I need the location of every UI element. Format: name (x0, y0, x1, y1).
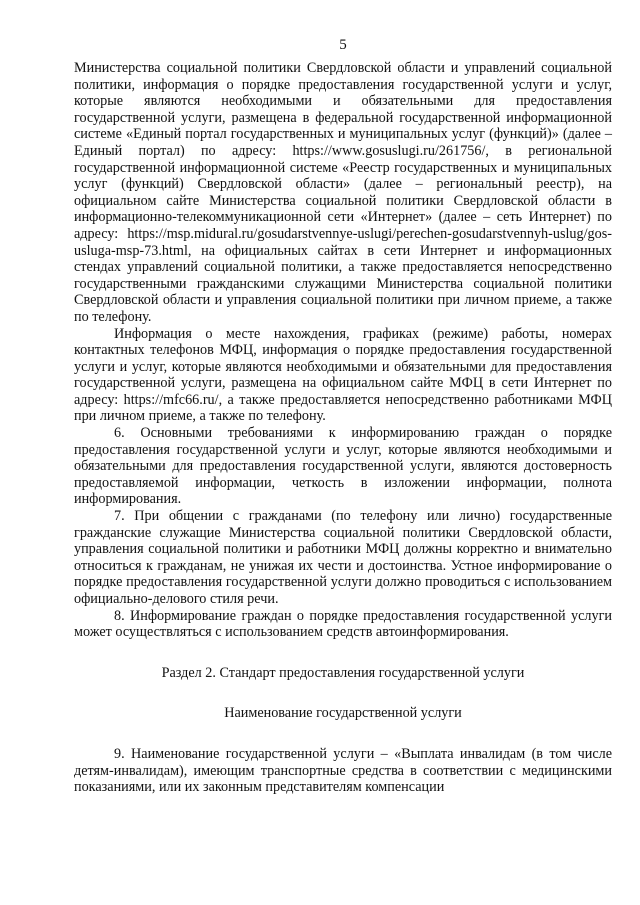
subsection-title: Наименование государственной услуги (224, 705, 462, 722)
paragraph-item-6: 6. Основными требованиями к информированию граждан о порядке предоставления государственной услуги и услуг, которые являются необходимыми и обязательными для предоставления государственной услуги, являются достоверность предоставляемой информации, четкость в изложении информации, полнота информирования. (74, 425, 612, 508)
paragraph-item-9: 9. Наименование государственной услуги – «Выплата инвалидам (в том числе детям-инвалидам), имеющим транспортные средства в соответствии с медицинскими показаниями, или их законным представителям компенсации (74, 745, 612, 796)
document-page (74, 36, 612, 796)
paragraph-item-7: 7. При общении с гражданами (по телефону или лично) государственные гражданские служащие Министерства социальной политики Свердловской области, управления социальной политики и работники МФЦ должны корректно и внимательно относиться к гражданам, не унижая их чести и достоинства. Устное информирование о порядке предоставления государственной услуги должно проводиться с использованием официально-делового стиля речи. (74, 508, 612, 607)
paragraph-information-ministry: Министерства социальной политики Свердловской области и управлений социальной политики, информация о порядке предоставления государственной услуги и услуг, которые являются необходимыми и обязательными для предоставления государственной услуги, размещена в федеральной государственной информационной системе «Единый портал государственных и муниципальных услуг (функций)» (далее – Единый портал) по адресу: https://www.gosuslugi.ru/261756/, в региональной государственной информационной системе «Реестр государственных и муниципальных услуг (функций) Свердловской области» (далее – региональный реестр), на официальном сайте Министерства социальной политики Свердловской области в информационно-телекоммуникационной сети «Интернет» (далее – сеть Интернет) по адресу: https://msp.midural.ru/gosudarstvennye-uslugi/perechen-gosudarstvennyh-uslug/gos-usluga-msp-73.html, на официальных сайтах в сети Интернет и информационных стендах управлений социальной политики, а также предоставляется непосредственно государственными гражданскими служащими Министерства социальной политики Свердловской области и управления социальной политики при личном приеме, а также по телефону. (74, 60, 612, 325)
section-title: Раздел 2. Стандарт предоставления государственной услуги (161, 664, 525, 681)
paragraph-item-8: 8. Информирование граждан о порядке предоставления государственной услуги может осуществляться с использованием средств автоинформирования. (74, 607, 612, 641)
page-number: 5 (339, 37, 347, 53)
paragraph-information-mfc: Информация о месте нахождения, графиках (режиме) работы, номерах контактных телефонов МФЦ, информация о порядке предоставления государственной услуги и услуг, которые являются необходимыми и обязательными для предоставления государственной услуги, размещена на официальном сайте МФЦ в сети Интернет по адресу: https://mfc66.ru/, а также предоставляется непосредственно работниками МФЦ при личном приеме, а также по телефону. (74, 325, 612, 425)
